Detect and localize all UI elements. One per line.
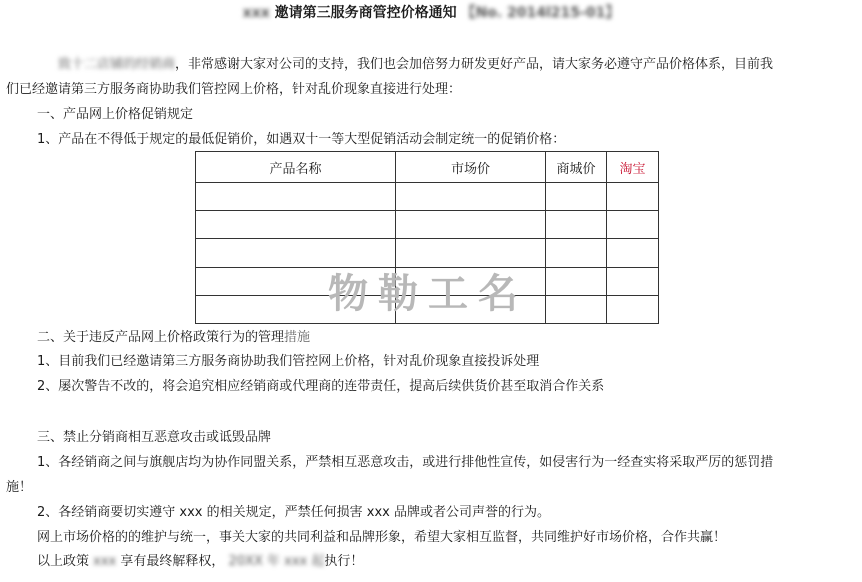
table-cell [607, 183, 659, 211]
closing-date-blurred: 20XX 年 xxx 起 [228, 554, 325, 569]
title-text: 邀请第三服务商管控价格通知 [274, 5, 457, 21]
table-cell [607, 295, 659, 323]
notice-title [0, 3, 862, 23]
title-number-blurred: 【No. 2014l215-01】 [461, 5, 620, 21]
table-cell [607, 267, 659, 295]
section-2-item-2: 2、屡次警告不改的，将会追究相应经销商或代理商的连带责任，提高后续供货价甚至取消合作关系 [37, 379, 605, 394]
table-cell [546, 239, 607, 267]
intro-line-1 [58, 55, 773, 75]
section-2-heading-tail: 措施 [284, 330, 311, 345]
table-cell [546, 211, 607, 239]
section-3-item-1-cont: 施！ [6, 480, 33, 495]
col-market-price: 市场价 [396, 152, 546, 183]
table-row [196, 211, 659, 239]
table-cell [196, 211, 396, 239]
section-1-item-1: 1、产品在不得低于规定的最低促销价，如遇双十一等大型促销活动会制定统一的促销价格： [37, 132, 566, 147]
table-cell [546, 267, 607, 295]
title-company-blurred: xxx [242, 5, 270, 21]
table-cell [196, 183, 396, 211]
table-cell [546, 183, 607, 211]
col-product-name: 产品名称 [196, 152, 396, 183]
table-cell [607, 211, 659, 239]
col-mall-price: 商城价 [546, 152, 607, 183]
table-cell [396, 211, 546, 239]
watermark: 物勒工名 [328, 270, 528, 317]
section-3-item-1: 1、各经销商之间与旗舰店均为协作同盟关系，严禁相互恶意攻击，或进行排他性宣传，如侵害行为一经查实将采取严厉的惩罚措 [37, 455, 774, 470]
table-cell [607, 239, 659, 267]
closing-text-b: 享有最终解释权， [120, 554, 225, 569]
closing-company-blurred: xxx [93, 554, 117, 569]
section-3-item-2: 2、各经销商要切实遵守 xxx 的相关规定，严禁任何损害 xxx 品牌或者公司声誉的行为。 [37, 505, 550, 520]
closing-line-2 [37, 552, 363, 572]
intro-recipient-blurred: 致十二店铺的经销商 [58, 57, 176, 72]
closing-line-1: 网上市场价格的的维护与统一，事关大家的共同利益和品牌形象，希望大家相互监督，共同维护好市场价格，合作共赢！ [37, 530, 727, 545]
table-cell [396, 183, 546, 211]
price-table-header-row [196, 152, 659, 183]
closing-text-a: 以上政策 [37, 554, 90, 569]
intro-text-1: ，非常感谢大家对公司的支持，我们也会加倍努力研发更好产品，请大家务必遵守产品价格体系，目前我 [175, 57, 774, 72]
section-2-heading [37, 328, 310, 348]
table-cell [546, 295, 607, 323]
section-3-heading: 三、禁止分销商相互恶意攻击或诋毁品牌 [37, 430, 272, 445]
table-row [196, 183, 659, 211]
closing-text-c: 执行！ [324, 554, 364, 569]
col-taobao: 淘宝 [607, 152, 659, 183]
section-1-heading: 一、产品网上价格促销规定 [37, 107, 194, 122]
section-2-heading-text: 二、关于违反产品网上价格政策行为的管理 [37, 330, 285, 345]
section-2-item-1: 1、目前我们已经邀请第三方服务商协助我们管控网上价格，针对乱价现象直接投诉处理 [37, 354, 540, 369]
intro-line-2: 们已经邀请第三方服务商协助我们管控网上价格，针对乱价现象直接进行处理： [6, 82, 462, 97]
